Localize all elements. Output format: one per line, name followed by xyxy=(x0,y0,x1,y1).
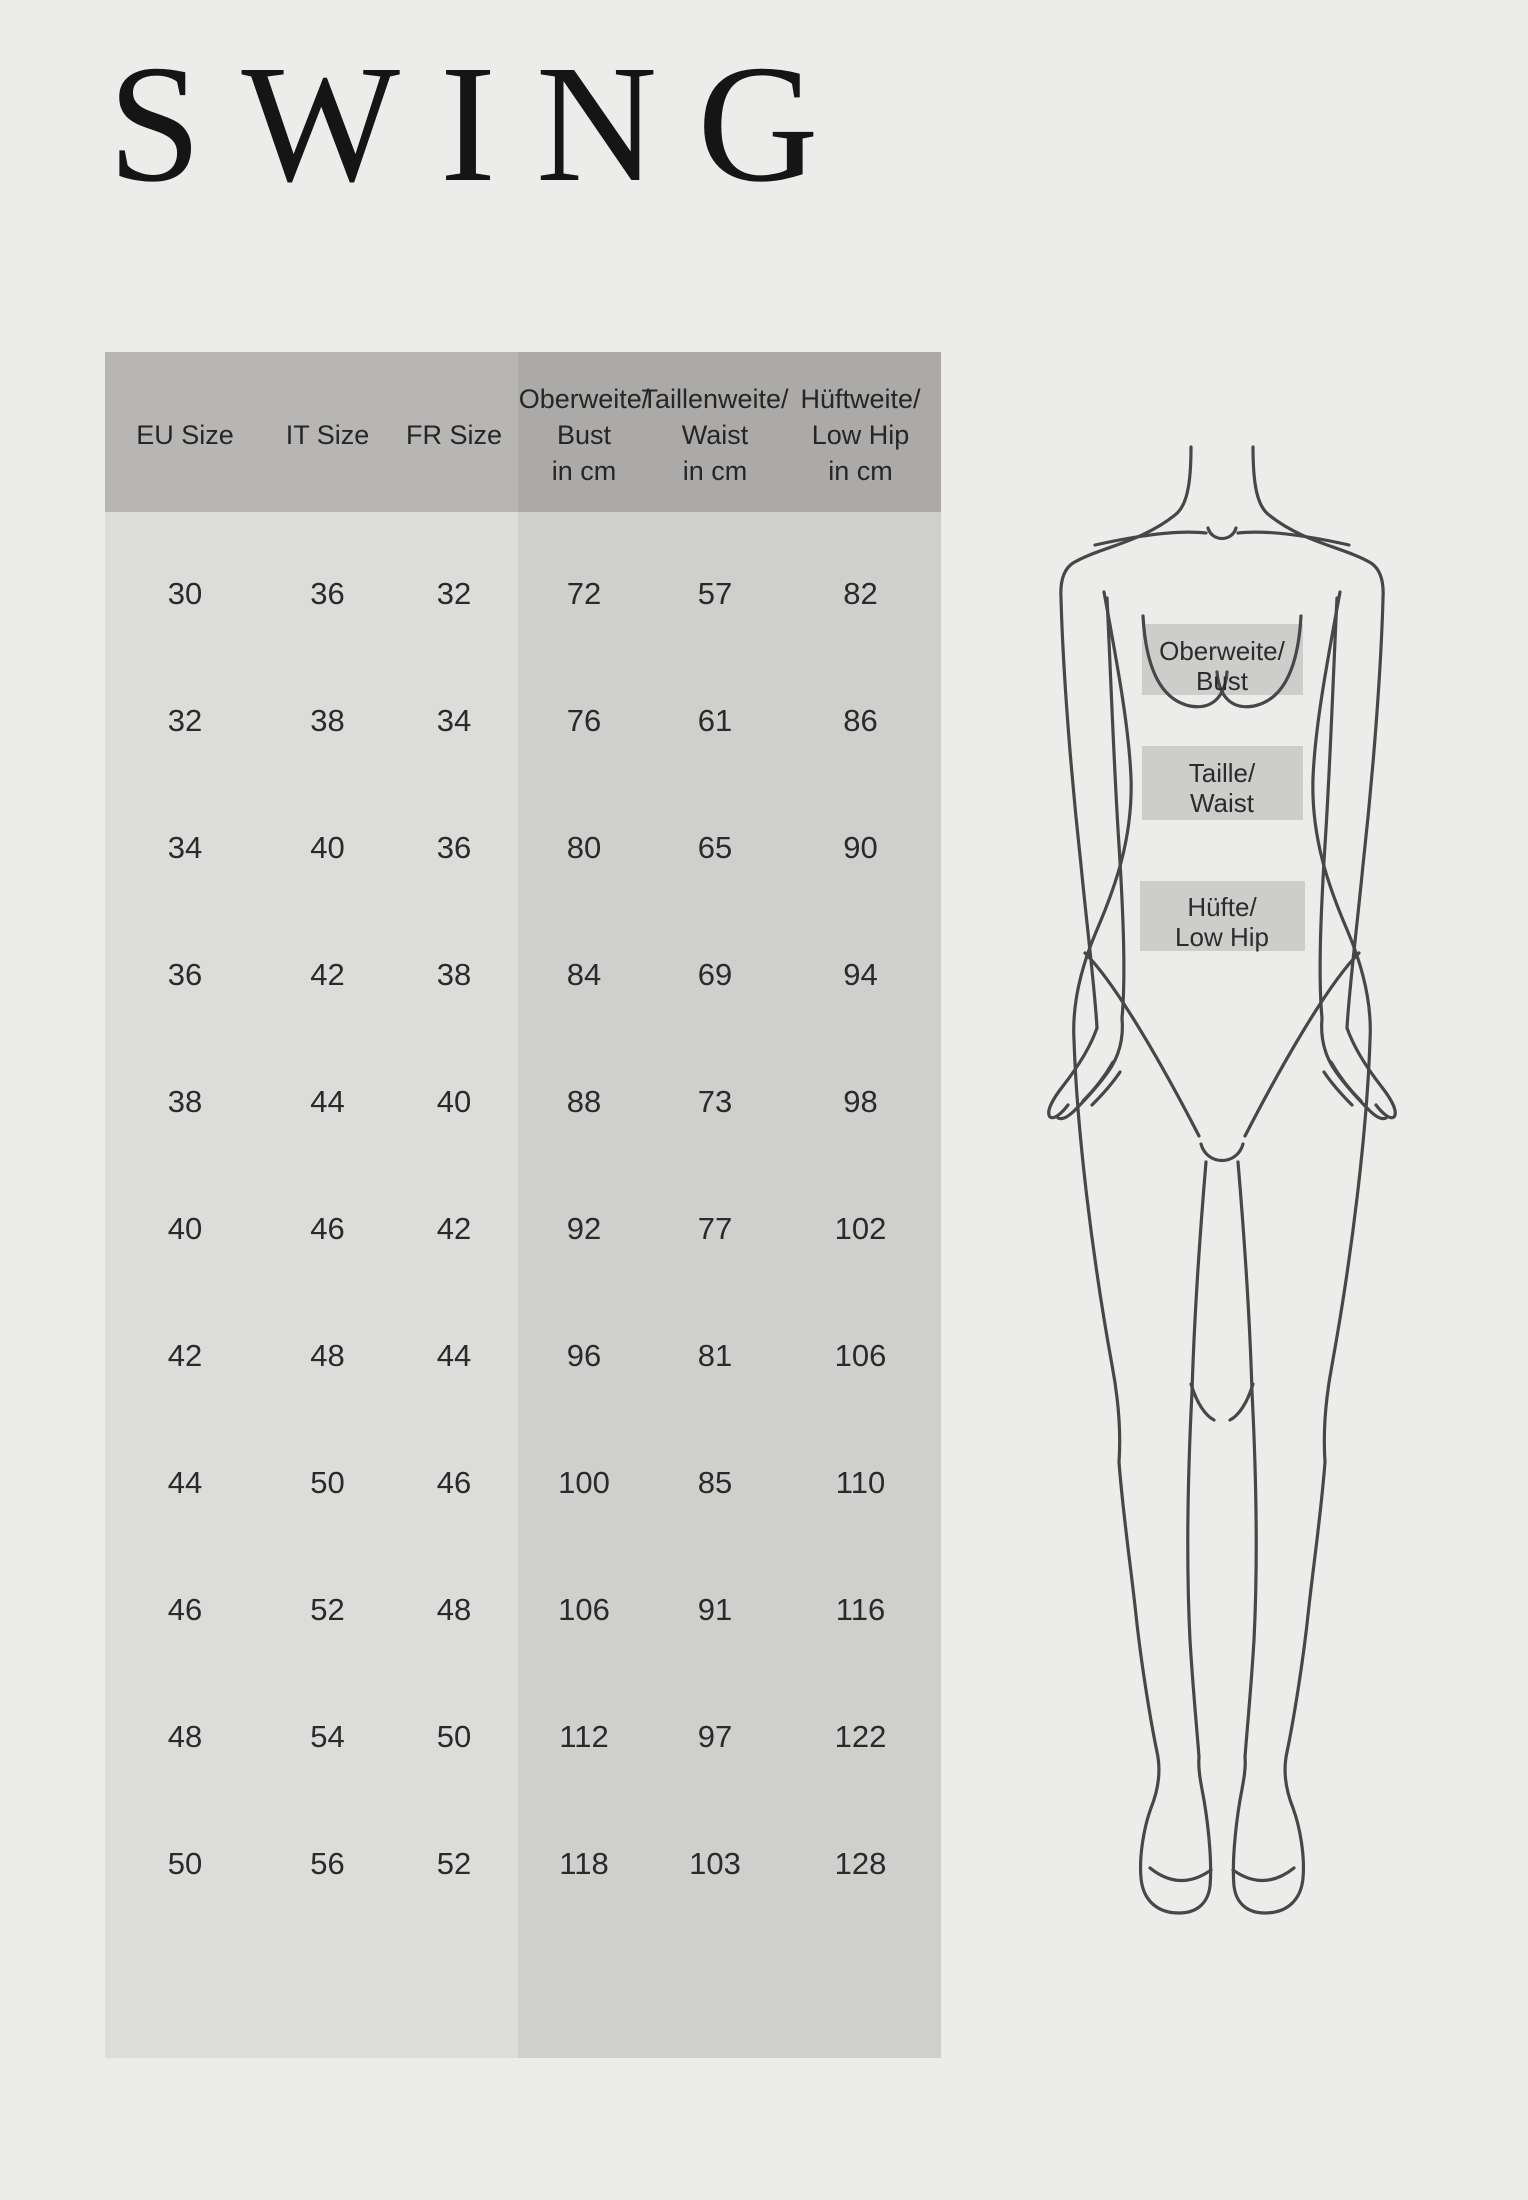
size-cell: 36 xyxy=(436,829,472,865)
size-cell: 90 xyxy=(843,829,878,865)
size-cell: 50 xyxy=(310,1464,345,1500)
size-cell: 34 xyxy=(436,702,472,738)
size-cell: 32 xyxy=(436,575,472,611)
size-cell: 46 xyxy=(436,1464,472,1500)
column-header xyxy=(641,352,789,512)
size-row xyxy=(105,784,941,911)
figure-left-knee-notch xyxy=(1191,1384,1214,1420)
size-cell: 81 xyxy=(697,1337,733,1373)
size-cell: 57 xyxy=(697,575,733,611)
size-cell: 40 xyxy=(436,1083,472,1119)
size-cell: 65 xyxy=(697,829,733,865)
waist-label-line2: Waist xyxy=(1189,788,1255,818)
column-header-line: in cm xyxy=(682,456,748,486)
size-row xyxy=(105,1419,941,1546)
size-row xyxy=(105,1546,941,1673)
size-cell: 38 xyxy=(167,1083,203,1119)
size-cell: 84 xyxy=(566,956,602,992)
size-cell: 40 xyxy=(310,829,345,865)
size-cell: 46 xyxy=(310,1210,345,1246)
size-cell: 42 xyxy=(436,1210,472,1246)
size-cell: 46 xyxy=(167,1591,203,1627)
column-header-line: Bust xyxy=(556,420,612,450)
size-cell: 36 xyxy=(310,575,345,611)
column-header-line: Oberweite/ xyxy=(518,384,650,414)
size-cell: 97 xyxy=(697,1718,733,1754)
size-cell: 77 xyxy=(697,1210,733,1246)
size-cell: 106 xyxy=(834,1337,887,1373)
table-grid xyxy=(105,352,941,1927)
column-header xyxy=(390,352,518,512)
column-header-line: in cm xyxy=(551,456,617,486)
column-header xyxy=(105,352,265,512)
size-cell: 36 xyxy=(167,956,203,992)
size-cell: 96 xyxy=(566,1337,602,1373)
figure-left-collarbone-line xyxy=(1095,532,1206,545)
figure-left-bikini-line xyxy=(1085,953,1199,1136)
figure-right-knee-notch xyxy=(1230,1384,1253,1420)
size-cell: 44 xyxy=(167,1464,203,1500)
size-cell: 86 xyxy=(843,702,878,738)
size-cell: 34 xyxy=(167,829,203,865)
size-cell: 116 xyxy=(835,1591,886,1627)
table-header-row xyxy=(105,352,941,512)
size-cell: 38 xyxy=(436,956,472,992)
size-cell: 106 xyxy=(558,1591,610,1627)
size-cell: 69 xyxy=(697,956,733,992)
size-cell: 72 xyxy=(566,575,602,611)
size-row xyxy=(105,1292,941,1419)
size-row xyxy=(105,657,941,784)
size-cell: 30 xyxy=(167,575,203,611)
column-header-line: IT Size xyxy=(285,420,370,450)
size-cell: 56 xyxy=(310,1845,345,1881)
figure-left-inner-leg-line xyxy=(1188,1162,1206,1757)
column-header-line: EU Size xyxy=(136,420,234,450)
hip-label-line2: Low Hip xyxy=(1175,922,1269,952)
size-cell: 50 xyxy=(167,1845,203,1881)
column-header xyxy=(780,352,941,512)
size-cell: 110 xyxy=(835,1464,886,1500)
size-cell: 61 xyxy=(697,702,733,738)
size-cell: 32 xyxy=(167,702,203,738)
figure-right-collarbone-line xyxy=(1238,532,1349,545)
size-row xyxy=(105,1800,941,1927)
size-cell: 100 xyxy=(558,1464,610,1500)
bust-label-line1: Oberweite/ xyxy=(1159,636,1285,666)
bust-label-line2: Bust xyxy=(1195,666,1249,696)
size-cell: 112 xyxy=(559,1718,609,1754)
size-row xyxy=(105,1038,941,1165)
column-header-line: Taillenweite/ xyxy=(641,384,789,414)
size-cell: 48 xyxy=(436,1591,472,1627)
figure-right-inner-leg-line xyxy=(1238,1162,1256,1757)
figure-neck-notch-line xyxy=(1208,528,1236,539)
size-cell: 44 xyxy=(310,1083,345,1119)
brand-logo: SWING xyxy=(108,31,859,217)
size-cell: 85 xyxy=(697,1464,733,1500)
size-cell: 103 xyxy=(689,1845,741,1881)
size-cell: 98 xyxy=(843,1083,878,1119)
size-cell: 52 xyxy=(436,1845,472,1881)
column-header-line: Hüftweite/ xyxy=(800,384,921,414)
size-cell: 48 xyxy=(310,1337,345,1373)
size-cell: 102 xyxy=(834,1210,887,1246)
figure-right-bikini-line xyxy=(1245,953,1359,1136)
column-header xyxy=(518,352,650,512)
size-cell: 50 xyxy=(436,1718,472,1754)
figure-right-finger-line-1 xyxy=(1331,1062,1361,1101)
size-cell: 73 xyxy=(697,1083,733,1119)
size-cell: 94 xyxy=(843,956,878,992)
hip-label-line1: Hüfte/ xyxy=(1187,892,1257,922)
waist-label-line1: Taille/ xyxy=(1188,758,1256,788)
size-cell: 54 xyxy=(310,1718,345,1754)
size-cell: 118 xyxy=(559,1845,609,1881)
size-cell: 92 xyxy=(566,1210,602,1246)
body-figure-svg xyxy=(1020,420,1480,1940)
figure-right-toe-arc xyxy=(1233,1868,1294,1881)
size-cell: 38 xyxy=(310,702,345,738)
size-cell: 42 xyxy=(310,956,345,992)
size-cell: 76 xyxy=(566,702,602,738)
column-header-line: in cm xyxy=(828,456,893,486)
size-cell: 42 xyxy=(167,1337,203,1373)
size-cell: 91 xyxy=(697,1591,733,1627)
size-cell: 48 xyxy=(167,1718,203,1754)
size-cell: 80 xyxy=(566,829,602,865)
size-cell: 88 xyxy=(566,1083,602,1119)
size-row xyxy=(105,1165,941,1292)
size-cell: 52 xyxy=(310,1591,345,1627)
size-cell: 128 xyxy=(834,1845,887,1881)
size-cell: 40 xyxy=(167,1210,203,1246)
table-rows xyxy=(105,512,941,1927)
column-header-line: Low Hip xyxy=(811,420,910,450)
size-table xyxy=(105,352,941,2058)
column-header-line: FR Size xyxy=(405,420,503,450)
size-cell: 44 xyxy=(436,1337,472,1373)
figure-left-finger-line-1 xyxy=(1083,1062,1113,1101)
size-row xyxy=(105,911,941,1038)
column-header xyxy=(265,352,390,512)
column-header-line: Waist xyxy=(681,420,749,450)
size-cell: 82 xyxy=(843,575,878,611)
size-row xyxy=(105,1673,941,1800)
size-row xyxy=(105,530,941,657)
size-cell: 122 xyxy=(834,1718,887,1754)
body-measurement-figure xyxy=(1020,420,1480,1940)
figure-crotch-curve xyxy=(1201,1144,1243,1161)
figure-left-toe-arc xyxy=(1150,1868,1211,1881)
